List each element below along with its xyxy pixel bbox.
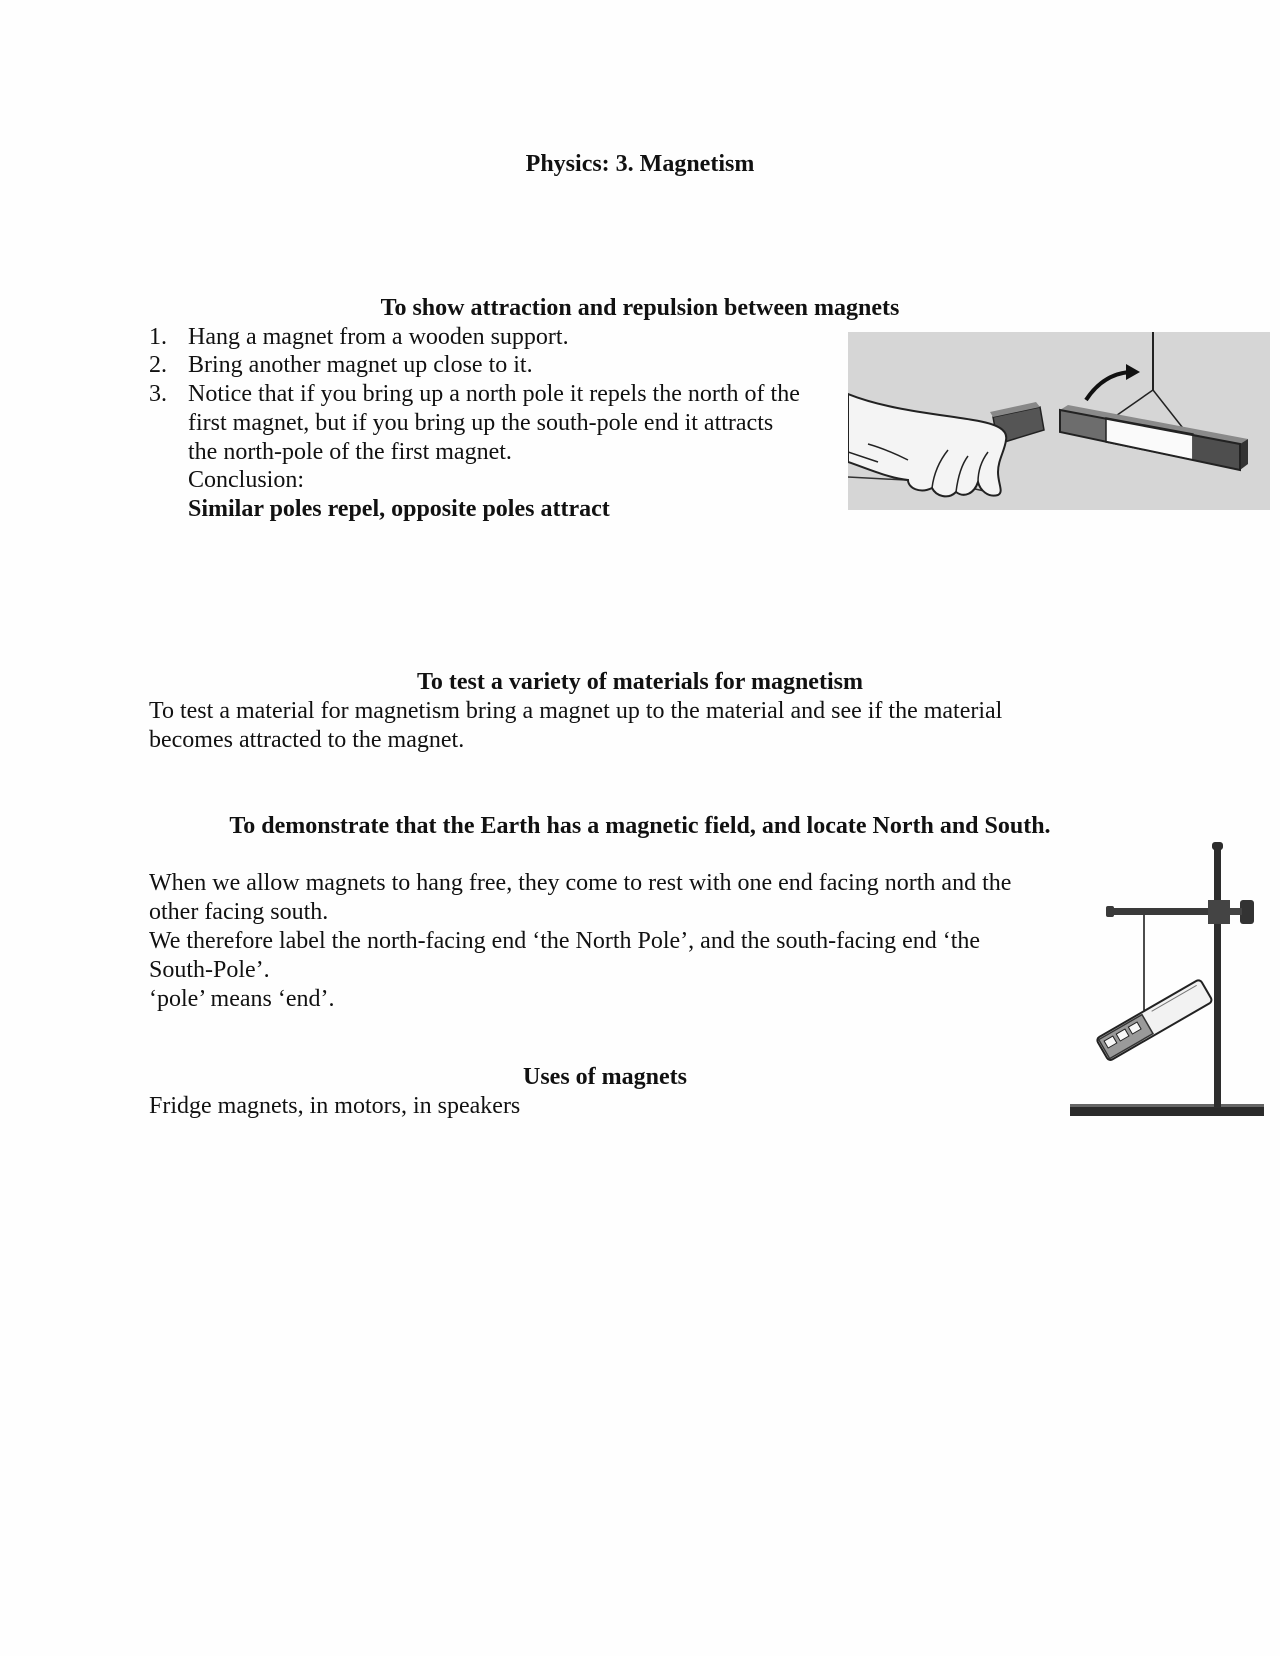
step-number: 2. <box>149 352 167 378</box>
paragraph-line: When we allow magnets to hang free, they come to rest with one end facing north and the <box>149 870 1012 896</box>
paragraph-line: ‘pole’ means ‘end’. <box>149 986 335 1012</box>
paragraph-line: becomes attracted to the magnet. <box>149 727 465 753</box>
paragraph-line: We therefore label the north-facing end ‘the North Pole’, and the south-facing end ‘the <box>149 928 981 954</box>
step-text: Hang a magnet from a wooden support. <box>188 324 569 350</box>
step-number: 3. <box>149 381 167 407</box>
step-text: first magnet, but if you bring up the south-pole end it attracts <box>188 410 774 436</box>
section-heading-materials: To test a variety of materials for magnetism <box>417 669 863 695</box>
paragraph-line: To test a material for magnetism bring a magnet up to the material and see if the material <box>149 698 1003 724</box>
section-heading-earth-field: To demonstrate that the Earth has a magnetic field, and locate North and South. <box>229 813 1051 839</box>
paragraph-line: Fridge magnets, in motors, in speakers <box>149 1093 521 1119</box>
step-text: Bring another magnet up close to it. <box>188 352 533 378</box>
page-title: Physics: 3. Magnetism <box>525 151 755 177</box>
section-heading-attraction-repulsion: To show attraction and repulsion between magnets <box>380 295 900 321</box>
step-number: 1. <box>149 324 167 350</box>
magnet-repulsion-figure <box>848 332 1270 510</box>
conclusion-label: Conclusion: <box>188 467 305 493</box>
paragraph-line: South-Pole’. <box>149 957 270 983</box>
step-text: Notice that if you bring up a north pole it repels the north of the <box>188 381 800 407</box>
conclusion-text: Similar poles repel, opposite poles attract <box>188 496 610 522</box>
step-text: the north-pole of the first magnet. <box>188 439 512 465</box>
paragraph-line: other facing south. <box>149 899 329 925</box>
section-heading-uses: Uses of magnets <box>523 1064 687 1090</box>
